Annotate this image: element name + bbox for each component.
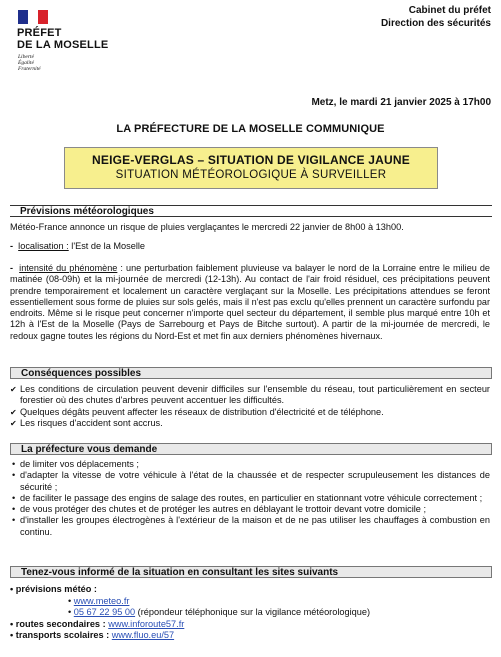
meteo-link[interactable]: www.meteo.fr	[73, 595, 130, 606]
consequence-item: ✔ Les risques d'accident sont accrus.	[10, 418, 490, 429]
previsions-intro: Météo-France annonce un risque de pluies verglaçantes le mercredi 22 janvier de 8h00 à 13h00.	[10, 222, 404, 232]
french-flag-logo	[18, 10, 48, 24]
routes-label: routes secondaires :	[15, 618, 106, 629]
demande-item: • de vous protéger des chutes et de protéger les autres en déblayant le trottoir devant votre domicile ;	[10, 504, 490, 515]
intensity-paragraph: - intensité du phénomène : une perturbation faiblement pluvieuse va balayer le nord de la Lorraine entre le milieu de matinée (08-09h) et la mi-journée de mercredi (12-13h). Au contact de l'air froid résiduel, ces précipitations peuvent prendre temporairement et localement un caractère verglaçant sur la Moselle. Les précipitations attendues se feront essentiellement sous forme de pluies sur sols gelés, mais il n'est pas exclu qu'elles prennent un caractère surfondu par endroits. Même si le risque peut concerner n'importe quel secteur du département, il semble plus marqué entre 10h et 12h à l'Est de la Moselle (Pays de Sarrebourg et Pays de Bitche surtout). A partir de la mi-journée de mercredi, le redoux gagne toutes les régions du Nord-Est et met fin aux derniers phénomènes hivernaux.	[10, 263, 490, 341]
transports-label: transports scolaires :	[15, 630, 110, 640]
meteo-url-line: • www.meteo.fr	[68, 595, 130, 606]
meteo-phone-line: • 05 67 22 95 00 (répondeur téléphonique sur la vigilance météorologique)	[68, 607, 371, 617]
demande-item: • de limiter vos déplacements ;	[10, 459, 490, 470]
routes-line: • routes secondaires : www.inforoute57.fr	[10, 618, 185, 629]
section-demande: La préfecture vous demande	[10, 443, 492, 455]
vigilance-alert-box	[64, 147, 438, 189]
office-cabinet: Cabinet du préfet	[408, 5, 491, 16]
meteo-line: • prévisions météo :	[10, 584, 97, 594]
demande-item: • d'adapter la vitesse de votre véhicule à l'état de la chaussée et de respecter scrupuleusement les distances de sécurité ;	[10, 470, 490, 493]
demande-list	[10, 459, 490, 538]
alert-title: NEIGE-VERGLAS – SITUATION DE VIGILANCE JAUNE	[92, 153, 410, 167]
date-line: Metz, le mardi 21 janvier 2025 à 17h00	[311, 97, 491, 108]
intensity-text: : une perturbation faiblement pluvieuse va balayer le nord de la Lorraine entre le milieu de matinée (08-09h) et la mi-journée de mercredi (12-13h). Au contact de l'air froid résiduel, ces précipitations peuvent prendre temporairement et localement un caractère verglaçant sur la Moselle. Les précipitations attendues se feront essentiellement sous forme de pluies sur sols gelés, mais il n'est pas exclu qu'elles prennent un caractère surfondu par endroits. Même si le risque peut concerner n'importe quel secteur du département, il semble plus marqué entre 10h et 12h à l'Est de la Moselle (Pays de Sarrebourg et Pays de Bitche surtout). A partir de la mi-journée de mercredi, le redoux gagne toutes les régions du Nord-Est et met fin aux derniers phénomènes hivernaux.	[10, 263, 490, 341]
section-consequences: Conséquences possibles	[10, 367, 492, 379]
motto-egalite: Égalité	[18, 60, 34, 66]
motto-fraternite: Fraternité	[18, 66, 41, 72]
meteo-phone-link[interactable]: 05 67 22 95 00	[73, 607, 136, 617]
section-info: Tenez-vous informé de la situation en consultant les sites suivants	[10, 566, 492, 578]
meteo-phone-note: (répondeur téléphonique sur la vigilance météorologique)	[135, 607, 371, 617]
alert-subtitle: SITUATION MÉTÉOROLOGIQUE À SURVEILLER	[115, 169, 387, 181]
localisation-label: localisation :	[18, 241, 69, 251]
intensity-label: intensité du phénomène	[19, 263, 118, 273]
localisation-text: l'Est de la Moselle	[68, 241, 146, 251]
transports-link[interactable]: www.fluo.eu/57	[111, 630, 175, 640]
consequences-list	[10, 384, 490, 429]
logo-line2: DE LA MOSELLE	[17, 39, 109, 51]
info-links	[10, 584, 490, 642]
motto-liberte: Liberté	[18, 54, 34, 60]
office-direction: Direction des sécurités	[380, 18, 491, 29]
routes-link[interactable]: www.inforoute57.fr	[108, 618, 185, 629]
section-previsions: Prévisions météorologiques	[10, 205, 492, 217]
consequence-item: ✔ Les conditions de circulation peuvent devenir difficiles sur l'ensemble du réseau, tout particulièrement en secteur forestier où des chutes d'arbres peuvent accentuer les difficultés.	[10, 384, 490, 407]
demande-item: • de faciliter le passage des engins de salage des routes, en particulier en stationnant votre véhicule correctement ;	[10, 493, 490, 504]
communique-title: LA PRÉFECTURE DE LA MOSELLE COMMUNIQUE	[116, 123, 385, 135]
meteo-label: prévisions météo :	[15, 584, 97, 594]
logo-line1: PRÉFET	[17, 27, 62, 39]
transports-line: • transports scolaires : www.fluo.eu/57	[10, 630, 175, 640]
consequence-item: ✔ Quelques dégâts peuvent affecter les réseaux de distribution d'électricité et de téléphone.	[10, 407, 490, 418]
demande-item: • d'installer les groupes électrogènes à l'extérieur de la maison et de ne pas utiliser les chauffages à combustion en continu.	[10, 515, 490, 538]
localisation-line: - localisation : l'Est de la Moselle	[10, 241, 146, 251]
